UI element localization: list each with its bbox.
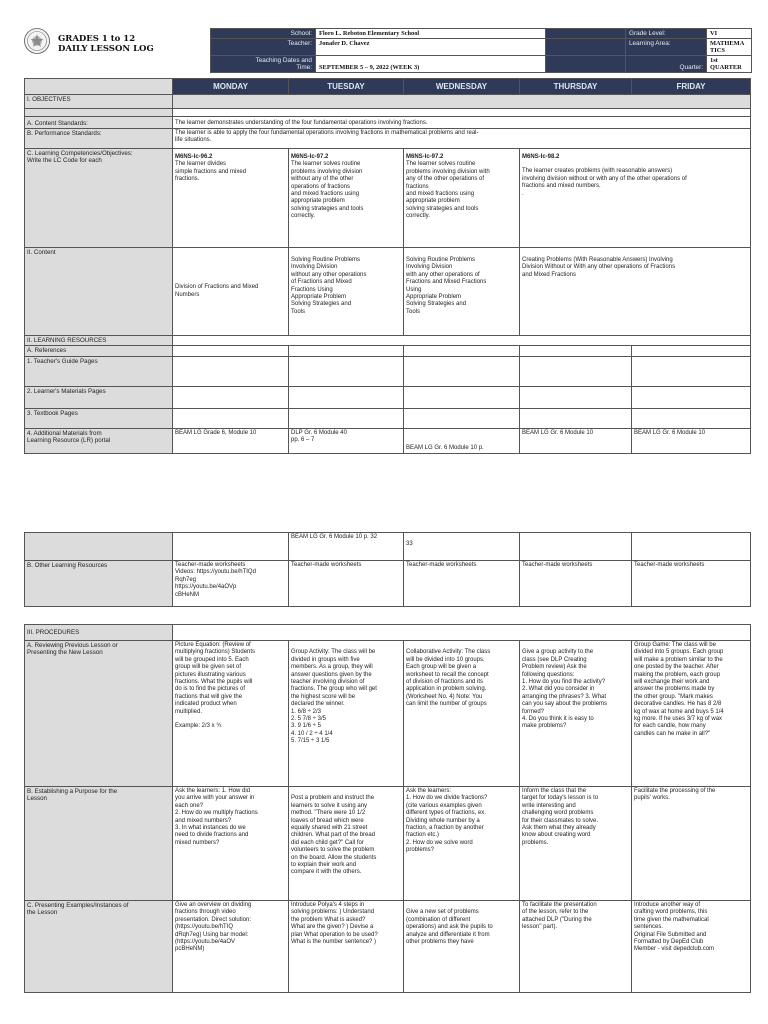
examples-friday: Introduce another way of crafting word problems, this time given the mathematical sentences. Original File Submitted and Formatted by DepEd Club Member - visit depedclub.com xyxy=(632,901,751,993)
procedures-section xyxy=(24,624,750,993)
competency-text-wednesday: The learner solves routine problems involving division with any of the other operations of fractions and mixed fractions using appropriate problem solving strategies and tools correctly. xyxy=(406,161,490,220)
additional-materials-wednesday: BEAM LG Gr. 6 Module 10 p. xyxy=(404,428,520,453)
reviewing-monday: Picture Equation: (Review of multiplying fractions) Students will be grouped into 5. Each group will be given set of pictures illustrating various fractions. What the pupils will do is to find the pictures of fractions that will give the indicated product when multiplied. Example: 2/3 x ¾ xyxy=(173,641,289,787)
title-line-2: DAILY LESSON LOG xyxy=(58,44,154,54)
grade-level-label: Grade Level: xyxy=(626,29,707,39)
performance-standards-text: The learner is able to apply the four fundamental operations involving fractions in mathematical problems and real- life situations. xyxy=(173,129,751,149)
reviewing-friday: Group Game: The class will be divided into 5 groups. Each group will make a problem similar to the one posted by the teacher. After making the problem, each group will exchange their work and answer the problems made by the other group. "Mark makes decorative candles. He has 8 2/8 kg of wax at home and buys 5 1/4 kg more. If he uses 3/7 kg of wax for each candle, how many candles can he make in all?" xyxy=(632,641,751,787)
learning-area-label: Learning Area: xyxy=(626,39,707,56)
dll-title xyxy=(58,34,154,54)
competency-code-monday: M6NS-Ic-96.2 xyxy=(175,154,213,160)
content-label: II. Content xyxy=(25,248,173,336)
competency-thursday xyxy=(520,149,751,248)
content-thursday-text: Creating Problems (With Reasonable Answers) Involving Division Without or With any other operations of Fractions and Mixed Fractions xyxy=(522,257,676,278)
procedures-heading: III. PROCEDURES xyxy=(25,625,173,641)
additional-materials-monday: BEAM LG Grade 6, Module 10 xyxy=(173,428,289,453)
lesson-table-part-2 xyxy=(24,532,750,607)
competency-monday xyxy=(173,149,289,248)
content-tuesday xyxy=(289,248,404,336)
title-line-1: GRADES 1 to 12 xyxy=(58,34,136,44)
lesson-table xyxy=(24,78,751,454)
dll-header xyxy=(24,28,750,72)
examples-thursday: To facilitate the presentation of the lesson, refer to the attached DLP ("During the lesson" part). xyxy=(520,901,632,993)
teacher-value: Jonafer D. Chavez xyxy=(316,39,546,56)
content-wednesday xyxy=(404,248,520,336)
purpose-friday: Facilitate the processing of the pupils' works. xyxy=(632,787,751,901)
performance-standards-label: B. Performance Standards: xyxy=(25,129,173,149)
competency-code-tuesday: M6NS-Ic-97.2 xyxy=(291,154,329,160)
competency-code-wednesday: M6NS-Ic-97.2 xyxy=(406,154,444,160)
day-tuesday: TUESDAY xyxy=(289,79,404,95)
reviewing-thursday: Give a group activity to the class (see DLP Creating Problem review) Ask the following questions: 1. How do you find the activity? 2. What did you consider in arranging the phrases? 3. What can you say about the problems formed? 4. Do you think it is easy to make problems? xyxy=(520,641,632,787)
additional-materials-thursday: BEAM LG Gr. 6 Module 10 xyxy=(520,428,632,453)
objectives-heading: I. OBJECTIVES xyxy=(25,95,173,109)
teacher-label: Teacher: xyxy=(211,39,316,56)
other-resources-wednesday: Teacher-made worksheets xyxy=(404,561,520,607)
presenting-examples-label: C. Presenting Examples/Instances of the Lesson xyxy=(25,901,173,993)
content-tuesday-text: Solving Routine Problems Involving Division without any other operations of Fractions and Mixed Fractions Using Appropriate Problem Solving Strategies and Tools xyxy=(291,257,367,315)
lesson-table-part-1 xyxy=(24,78,750,454)
resources-continued-table xyxy=(24,532,751,607)
purpose-monday: Ask the learners: 1. How did you arrive with your answer in each one? 2. How do we multiply fractions and mixed numbers? 3. In what instances do we need to divide fractions and mixed numbers? xyxy=(173,787,289,901)
additional-materials-wednesday-cont: 33 xyxy=(404,533,520,561)
references-label: A. References xyxy=(25,346,173,356)
additional-materials-tuesday-cont: BEAM LG Gr. 6 Module 10 p. 32 xyxy=(289,533,404,561)
other-resources-label: B. Other Learning Resources xyxy=(25,561,173,607)
day-wednesday: WEDNESDAY xyxy=(404,79,520,95)
learning-resources-heading: II. LEARNING RESOURCES xyxy=(25,336,173,346)
grade-level-value: VI xyxy=(707,29,752,39)
establishing-purpose-label: B. Establishing a Purpose for the Lesson xyxy=(25,787,173,901)
dates-value: SEPTEMBER 5 – 9, 2022 (WEEK 3) xyxy=(316,56,546,73)
content-standards-text: The learner demonstrates understanding of the four fundamental operations involving fractions. xyxy=(173,117,751,129)
competency-text-thursday: The learner creates problems (with reasonable answers) involving division without or with any of the other operations of fractions and mixed numbers. . xyxy=(522,168,687,197)
competency-tuesday xyxy=(289,149,404,248)
examples-wednesday: Give a new set of problems (combination of different operations) and ask the pupils to analyze and differentiate it from other problems they have xyxy=(404,901,520,993)
content-standards-label: A. Content Standards: xyxy=(25,117,173,129)
purpose-tuesday: Post a problem and instruct the learners to solve it using any method. "There were 10 1/2 loaves of bread which were equally shared with 21 street children. What part of the bread did each child get?" Call for volunteers to solve the problem on the board. Allow the students to explain their work and compare it with the others. xyxy=(289,787,404,901)
additional-materials-label: 4. Additional Materials from Learning Resource (LR) portal xyxy=(25,428,173,453)
additional-materials-tuesday: DLP Gr. 6 Module 40 pp. 6 – 7 xyxy=(289,428,404,453)
competency-code-thursday: M6NS-Ic-98.2 xyxy=(522,154,560,160)
day-header-row xyxy=(25,79,751,95)
quarter-label: Quarter: xyxy=(626,56,707,73)
purpose-wednesday: Ask the learners: 1. How do we divide fractions? (cite various examples given different types of fractions, ex. Dividing whole number by a fraction, a fraction by another fraction etc.) 2. How do we solve word problems? xyxy=(404,787,520,901)
reviewing-tuesday: Group Activity: The class will be divided in groups with five members. As a group, they will answer questions given by the teacher involving division of fractions. The group who will get the highest score will be declared the winner. 1. 6/8 ÷ 2/3 2. 5 7/8 ÷ 3/5 3. 9 1/6 ÷ 5 4. 10 / 2 ÷ 4 1/4 5. 7/15 ÷ 3 1/5 xyxy=(289,641,404,787)
learning-area-value: MATHEMATICS xyxy=(707,39,752,56)
content-thursday xyxy=(520,248,751,336)
learners-materials-label: 2. Learner's Materials Pages xyxy=(25,386,173,408)
content-wednesday-text: Solving Routine Problems Involving Division with any other operations of Fractions and Mixed Fractions Using Appropriate Problem Solving Strategies and Tools xyxy=(406,257,487,315)
competency-wednesday xyxy=(404,149,520,248)
day-monday: MONDAY xyxy=(173,79,289,95)
competency-text-monday: The learner divides simple fractions and mixed fractions. xyxy=(175,161,247,183)
school-label: School: xyxy=(211,29,316,39)
other-resources-friday: Teacher-made worksheets xyxy=(632,561,751,607)
quarter-value xyxy=(707,56,752,73)
other-resources-thursday: Teacher-made worksheets xyxy=(520,561,632,607)
reviewing-wednesday: Collaborative Activity: The class will be divided into 10 groups. Each group will be given a worksheet to recall the concept of division of fractions and its application in problem solving. (Worksheet No. 4) Note: You can limit the number of groups xyxy=(404,641,520,787)
examples-monday: Give an overview on dividing fractions through video presentation. Direct solution: (https://youtu.be/hTIQ dRqh7eg) Using bar model: (https://youtu.be/4aOV pcBHeNM) xyxy=(173,901,289,993)
reviewing-lesson-label: A. Reviewing Previous Lesson or Presenting the New Lesson xyxy=(25,641,173,787)
dates-label xyxy=(211,56,316,73)
competency-text-tuesday: The learner solves routine problems involving division without any of the other operations of fractions and mixed fractions using appropriate problem solving strategies and tools correctly. xyxy=(291,161,364,220)
other-resources-tuesday: Teacher-made worksheets xyxy=(289,561,404,607)
quarter-ordinal: 1st xyxy=(710,57,718,64)
examples-tuesday: Introduce Polya's 4 steps in solving problems: ) Understand the problem What is asked? What are the given? ) Devise a plan What operation to be used? What is the number sentence? ) xyxy=(289,901,404,993)
competencies-label: C. Learning Competencies/Objectives: Write the LC Code for each xyxy=(25,149,173,248)
dates-label-line-2: Time: xyxy=(296,64,312,71)
header-info-table xyxy=(210,28,752,73)
quarter-word: QUARTER xyxy=(710,64,742,71)
day-friday: FRIDAY xyxy=(632,79,751,95)
school-value: Floro L. Reboton Elementary School xyxy=(316,29,546,39)
other-resources-monday: Teacher-made worksheets Videos: https://youtu.be/hTIQd Rqh7eg https://youtu.be/4aOVp cBHeNM xyxy=(173,561,289,607)
textbook-pages-label: 3. Textbook Pages xyxy=(25,408,173,428)
content-monday: Division of Fractions and Mixed Numbers xyxy=(173,248,289,336)
dates-label-line-1: Teaching Dates and xyxy=(255,57,312,64)
teachers-guide-label: 1. Teacher's Guide Pages xyxy=(25,356,173,386)
day-thursday: THURSDAY xyxy=(520,79,632,95)
purpose-thursday: Inform the class that the target for today's lesson is to write interesting and challenging word problems for their classmates to solve. Ask them what they already know about creating word problems. xyxy=(520,787,632,901)
procedures-table xyxy=(24,624,751,993)
deped-seal-icon xyxy=(24,28,50,54)
additional-materials-friday: BEAM LG Gr. 6 Module 10 xyxy=(632,428,751,453)
